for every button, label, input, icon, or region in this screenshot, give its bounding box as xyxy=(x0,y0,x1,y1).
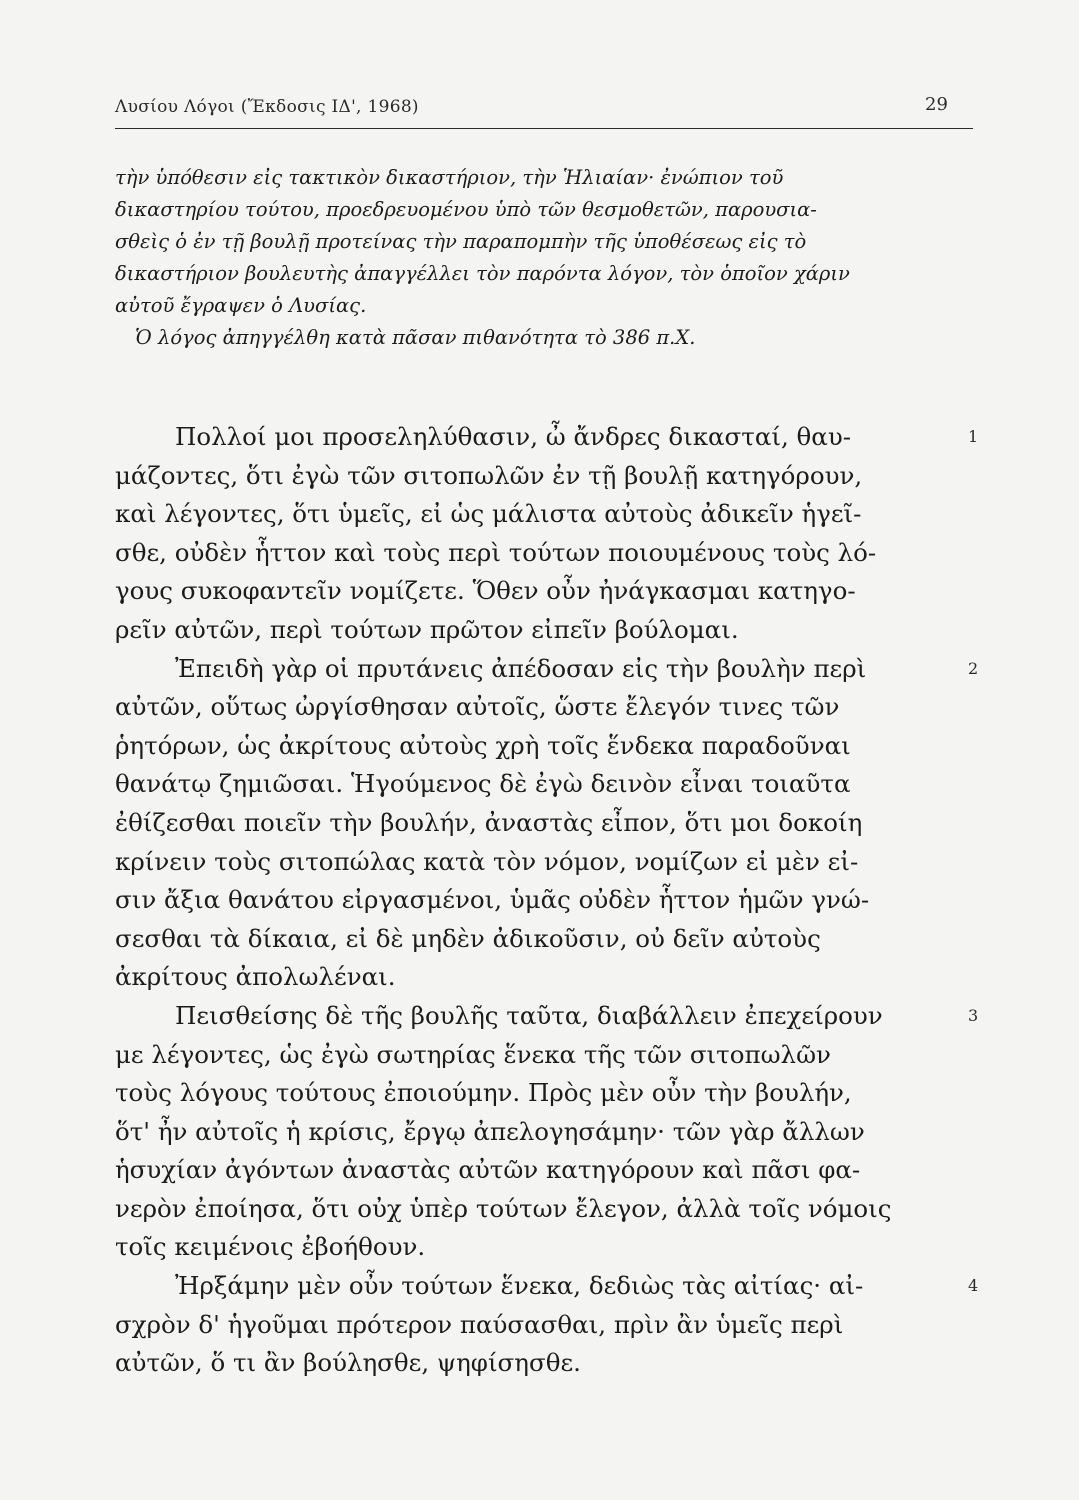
running-head: Λυσίου Λόγοι (Ἔκδοσις ΙΔ', 1968) xyxy=(115,97,419,117)
text-line: Πολλοί μοι προσεληλύθασιν, ὦ ἄνδρες δικασταί, θαυ- xyxy=(175,422,852,451)
intro-line: σθεὶς ὁ ἐν τῇ βουλῇ προτείνας τὴν παραπομπὴν τῆς ὑποθέσεως εἰς τὸ xyxy=(115,230,807,253)
speech-text xyxy=(115,418,979,1383)
intro-line: αὐτοῦ ἔγραψεν ὁ Λυσίας. xyxy=(115,294,367,317)
text-line: νερὸν ἐποίησα, ὅτι οὐχ ὑπὲρ τούτων ἔλεγον, ἀλλὰ τοῖς νόμοις xyxy=(115,1193,892,1223)
text-line: ρεῖν αὐτῶν, περὶ τούτων πρῶτον εἰπεῖν βούλομαι. xyxy=(115,614,739,644)
text-line: σθε, οὐδὲν ἧττον καὶ τοὺς περὶ τούτων ποιουμένους τοὺς λό- xyxy=(115,537,877,567)
intro-line: τὴν ὑπόθεσιν εἰς τακτικὸν δικαστήριον, τὴν Ἡλιαίαν· ἐνώπιον τοῦ xyxy=(115,166,784,189)
text-line: μάζοντες, ὅτι ἐγὼ τῶν σιτοπωλῶν ἐν τῇ βουλῇ κατηγόρουν, xyxy=(115,460,863,490)
text-line: σιν ἄξια θανάτου εἰργασμένοι, ὑμᾶς οὐδὲν ἧττον ἡμῶν γνώ- xyxy=(115,885,870,915)
text-line: ὅτ' ἦν αὐτοῖς ἡ κρίσις, ἔργῳ ἀπελογησάμην· τῶν γὰρ ἄλλων xyxy=(115,1116,865,1146)
text-line: με λέγοντες, ὡς ἐγὼ σωτηρίας ἕνεκα τῆς τῶν σιτοπωλῶν xyxy=(115,1039,831,1069)
text-line: Πεισθείσης δὲ τῆς βουλῆς ταῦτα, διαβάλλειν ἐπεχείρουν xyxy=(175,1000,883,1030)
text-line: ἡσυχίαν ἀγόντων ἀναστὰς αὐτῶν κατηγόρουν καὶ πᾶσι φα- xyxy=(115,1155,861,1185)
section-number: 4 xyxy=(968,1276,979,1296)
text-line: τοὺς λόγους τούτους ἐποιούμην. Πρὸς μὲν οὖν τὴν βουλήν, xyxy=(115,1078,852,1108)
intro-date-line: Ὁ λόγος ἀπηγγέλθη κατὰ πᾶσαν πιθανότητα τὸ 386 π.Χ. xyxy=(135,326,696,349)
section-number: 3 xyxy=(968,1006,979,1025)
text-line: σχρὸν δ' ἡγοῦμαι πρότερον παύσασθαι, πρὶν ἂν ὑμεῖς περὶ xyxy=(115,1309,844,1339)
text-line: ῥητόρων, ὡς ἀκρίτους αὐτοὺς χρὴ τοῖς ἕνδεκα παραδοῦναι xyxy=(115,730,851,760)
text-line: τοῖς κειμένοις ἐβοήθουν. xyxy=(115,1232,426,1262)
text-line: κρίνειν τοὺς σιτοπώλας κατὰ τὸν νόμον, νομίζων εἰ μὲν εἰ- xyxy=(115,846,859,876)
text-line: Ἠρξάμην μὲν οὖν τούτων ἕνεκα, δεδιὼς τὰς αἰτίας· αἰ- xyxy=(175,1271,864,1301)
intro-line: δικαστηρίου τούτου, προεδρευομένου ὑπὸ τῶν θεσμοθετῶν, παρουσια- xyxy=(115,198,817,221)
introduction-paragraph xyxy=(115,162,975,354)
page-number: 29 xyxy=(925,94,948,115)
text-line: θανάτῳ ζημιῶσαι. Ἡγούμενος δὲ ἐγὼ δεινὸν εἶναι τοιαῦτα xyxy=(115,769,851,799)
section-number: 1 xyxy=(968,427,979,446)
text-line: αὐτῶν, οὕτως ὠργίσθησαν αὐτοῖς, ὥστε ἔλεγόν τινες τῶν xyxy=(115,692,840,722)
intro-line: δικαστήριον βουλευτὴς ἀπαγγέλλει τὸν παρόντα λόγον, τὸν ὁποῖον χάριν xyxy=(115,262,850,285)
text-line: γους συκοφαντεῖν νομίζετε. Ὅθεν οὖν ἠνάγκασμαι κατηγο- xyxy=(115,576,856,606)
text-line: ἀκρίτους ἀπολωλέναι. xyxy=(115,962,396,992)
text-line: καὶ λέγοντες, ὅτι ὑμεῖς, εἰ ὡς μάλιστα αὐτοὺς ἀδικεῖν ἡγεῖ- xyxy=(115,499,862,529)
text-line: αὐτῶν, ὅ τι ἂν βούλησθε, ψηφίσησθε. xyxy=(115,1348,581,1378)
section-number: 2 xyxy=(968,658,979,678)
text-line: σεσθαι τὰ δίκαια, εἰ δὲ μηδὲν ἀδικοῦσιν, οὐ δεῖν αὐτοὺς xyxy=(115,923,821,953)
text-line: Ἐπειδὴ γὰρ οἱ πρυτάνεις ἀπέδοσαν εἰς τὴν βουλὴν περὶ xyxy=(175,653,867,683)
text-line: ἐθίζεσθαι ποιεῖν τὴν βουλήν, ἀναστὰς εἶπον, ὅτι μοι δοκοίη xyxy=(115,807,863,837)
header-rule xyxy=(115,128,973,129)
